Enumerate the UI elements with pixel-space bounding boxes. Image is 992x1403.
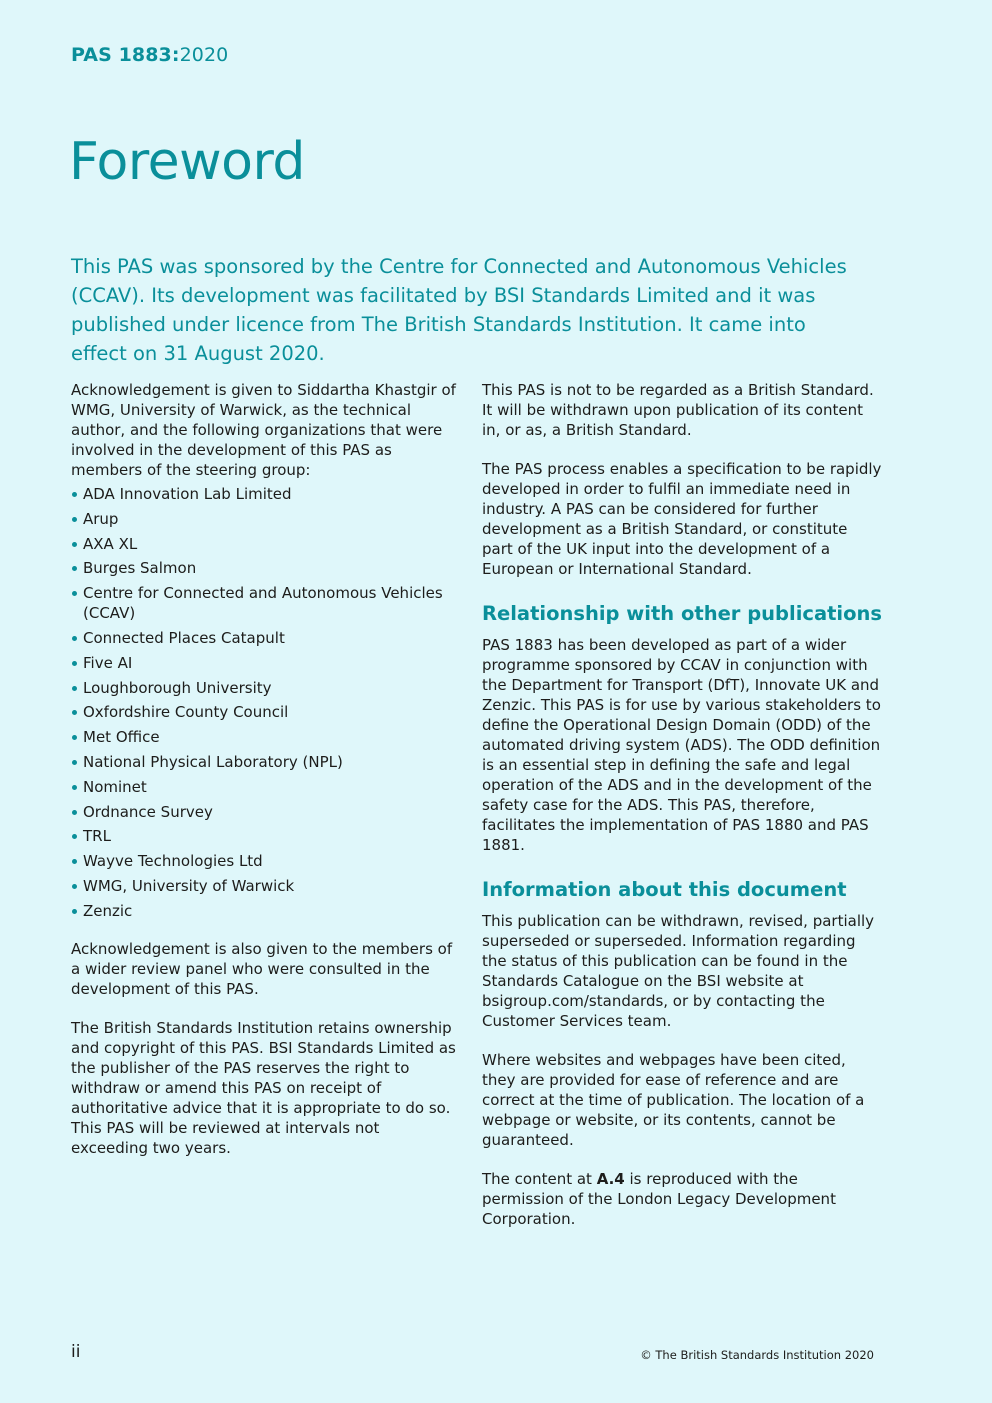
list-item: Connected Places Catapult bbox=[71, 628, 461, 648]
list-item: Zenzic bbox=[71, 901, 461, 921]
list-item: Wayve Technologies Ltd bbox=[71, 851, 461, 871]
list-item: National Physical Laboratory (NPL) bbox=[71, 752, 461, 772]
list-item: Nominet bbox=[71, 777, 461, 797]
annex-reference: A.4 bbox=[596, 1170, 625, 1188]
information-paragraph: This publication can be withdrawn, revised, partially superseded or superseded. Information regarding the status of this publication can be found in the Standards Catalogue on the BSI website at bsigroup.com/standards, or by contacting the Customer Services team. bbox=[482, 912, 875, 1030]
list-item: ADA Innovation Lab Limited bbox=[71, 484, 461, 504]
organization-list bbox=[71, 484, 461, 921]
ownership-paragraph: The British Standards Institution retains ownership and copyright of this PAS. BSI Standards Limited as the publisher of the PAS reserves the right to withdraw or amend this PAS on receipt of authoritative advice that it is appropriate to do so. This PAS will be reviewed at intervals not exceeding two years. bbox=[71, 1018, 456, 1157]
list-item: TRL bbox=[71, 826, 461, 846]
right-column bbox=[482, 380, 882, 1248]
relationship-paragraph: PAS 1883 has been developed as part of a wider programme sponsored by CCAV in conjunction with the Department for Transport (DfT), Innovate UK and Zenzic. This PAS is for use by various stakeholders to define the Operational Design Domain (ODD) of the automated driving system (ADS). The ODD definition is an essential step in defining the safe and legal operation of the ADS and in the development of the safety case for the ADS. This PAS, therefore, facilitates the implementation of PAS 1880 and PAS 1881. bbox=[482, 636, 881, 854]
list-item: Ordnance Survey bbox=[71, 802, 461, 822]
list-item: Met Office bbox=[71, 727, 461, 747]
list-item: WMG, University of Warwick bbox=[71, 876, 461, 896]
list-item: Oxfordshire County Council bbox=[71, 702, 461, 722]
document-code-year: 2020 bbox=[179, 44, 229, 66]
information-heading: Information about this document bbox=[482, 878, 847, 901]
content-permission-paragraph bbox=[482, 1169, 882, 1229]
list-item: AXA XL bbox=[71, 534, 461, 554]
document-code-number: PAS 1883: bbox=[71, 44, 180, 66]
document-code bbox=[71, 44, 228, 66]
process-paragraph: The PAS process enables a specification to be rapidly developed in order to fulfil an immediate need in industry. A PAS can be considered for further development as a British Standard, or constitute part of the UK input into the development of a European or International Standard. bbox=[482, 460, 882, 578]
list-item: Centre for Connected and Autonomous Vehicles (CCAV) bbox=[71, 583, 461, 623]
websites-paragraph: Where websites and webpages have been cited, they are provided for ease of reference and are correct at the time of publication. The location of a webpage or website, or its contents, cannot be guaranteed. bbox=[482, 1051, 865, 1149]
content-permission-text-end: is reproduced with the permission of the London Legacy Development Corporation. bbox=[482, 1170, 836, 1228]
review-panel-paragraph: Acknowledgement is also given to the members of a wider review panel who were consulted in the development of this PAS. bbox=[71, 939, 453, 998]
status-paragraph: This PAS is not to be regarded as a British Standard. It will be withdrawn upon publication of its content in, or as, a British Standard. bbox=[482, 381, 874, 439]
page-number: ii bbox=[71, 1342, 81, 1362]
content-permission-text: The content at bbox=[482, 1170, 597, 1188]
intro-paragraph: This PAS was sponsored by the Centre for Connected and Autonomous Vehicles (CCAV). Its development was facilitated by BSI Standards Limited and it was published under licence from The British Standards Institution. It came into effect on 31 August 2020. bbox=[71, 255, 847, 365]
page-title: Foreword bbox=[69, 132, 305, 192]
list-item: Loughborough University bbox=[71, 678, 461, 698]
acknowledgement-paragraph: Acknowledgement is given to Siddartha Khastgir of WMG, University of Warwick, as the technical author, and the following organizations that were involved in the development of this PAS as members of the steering group: bbox=[71, 381, 456, 479]
copyright-notice: © The British Standards Institution 2020 bbox=[640, 1348, 874, 1362]
list-item: Arup bbox=[71, 509, 461, 529]
list-item: Five AI bbox=[71, 653, 461, 673]
left-column bbox=[71, 380, 461, 1177]
list-item: Burges Salmon bbox=[71, 558, 461, 578]
relationship-heading: Relationship with other publications bbox=[482, 602, 882, 625]
